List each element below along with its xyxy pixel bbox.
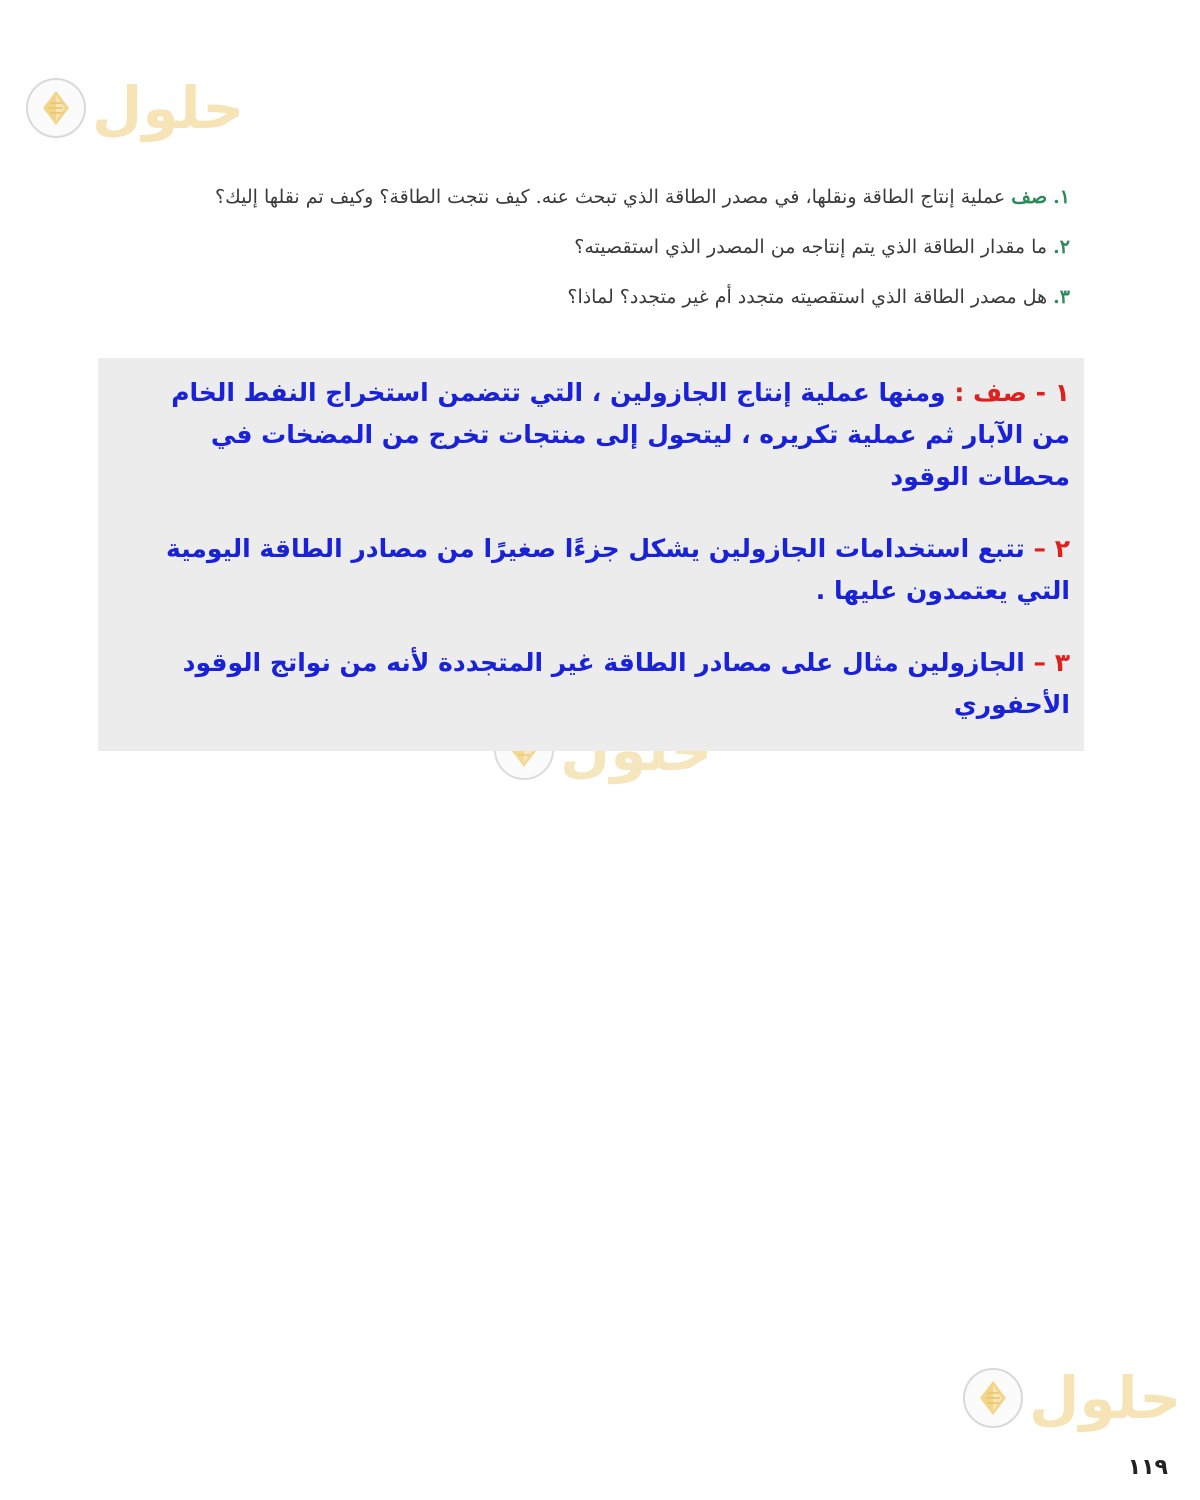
question-text: ما مقدار الطاقة الذي يتم إنتاجه من المصدر الذي استقصيته؟ bbox=[574, 236, 1048, 258]
question-number: ٢. bbox=[1053, 236, 1070, 258]
answer-item bbox=[132, 372, 1070, 498]
answer-prefix: ٣ – bbox=[1033, 648, 1070, 677]
answer-item bbox=[132, 642, 1070, 726]
question-item bbox=[110, 184, 1070, 210]
watermark-text: حلول bbox=[1029, 1364, 1182, 1432]
question-keyword: صف bbox=[1011, 186, 1048, 208]
questions-list bbox=[110, 184, 1070, 334]
watermark-logo-top bbox=[26, 74, 245, 142]
answer-box bbox=[98, 358, 1084, 751]
answer-text: الجازولين مثال على مصادر الطاقة غير المتجددة لأنه من نواتج الوقود الأحفوري bbox=[182, 648, 1070, 719]
answer-text: ومنها عملية إنتاج الجازولين ، التي تتضمن استخراج النفط الخام من الآبار ثم عملية تكريره ، ليتحول إلى منتجات تخرج من المضخات في محطات الوقود bbox=[171, 378, 1070, 491]
watermark-text: حلول bbox=[92, 74, 245, 142]
question-number: ١. bbox=[1053, 186, 1070, 208]
question-text: هل مصدر الطاقة الذي استقصيته متجدد أم غير متجدد؟ لماذا؟ bbox=[567, 286, 1048, 308]
answer-prefix: ١ - صف : bbox=[954, 378, 1070, 407]
book-icon bbox=[26, 78, 86, 138]
book-icon bbox=[963, 1368, 1023, 1428]
watermark-logo-bottom bbox=[963, 1364, 1182, 1432]
question-number: ٣. bbox=[1053, 286, 1070, 308]
question-item bbox=[110, 284, 1070, 310]
question-text: عملية إنتاج الطاقة ونقلها، في مصدر الطاقة الذي تبحث عنه. كيف نتجت الطاقة؟ وكيف تم نقلها إليك؟ bbox=[215, 186, 1006, 208]
question-item bbox=[110, 234, 1070, 260]
answer-item bbox=[132, 528, 1070, 612]
page-number: ١١٩ bbox=[1127, 1455, 1168, 1480]
answer-text: تتبع استخدامات الجازولين يشكل جزءًا صغيرًا من مصادر الطاقة اليومية التي يعتمدون عليها . bbox=[166, 534, 1070, 605]
answer-prefix: ٢ – bbox=[1033, 534, 1070, 563]
